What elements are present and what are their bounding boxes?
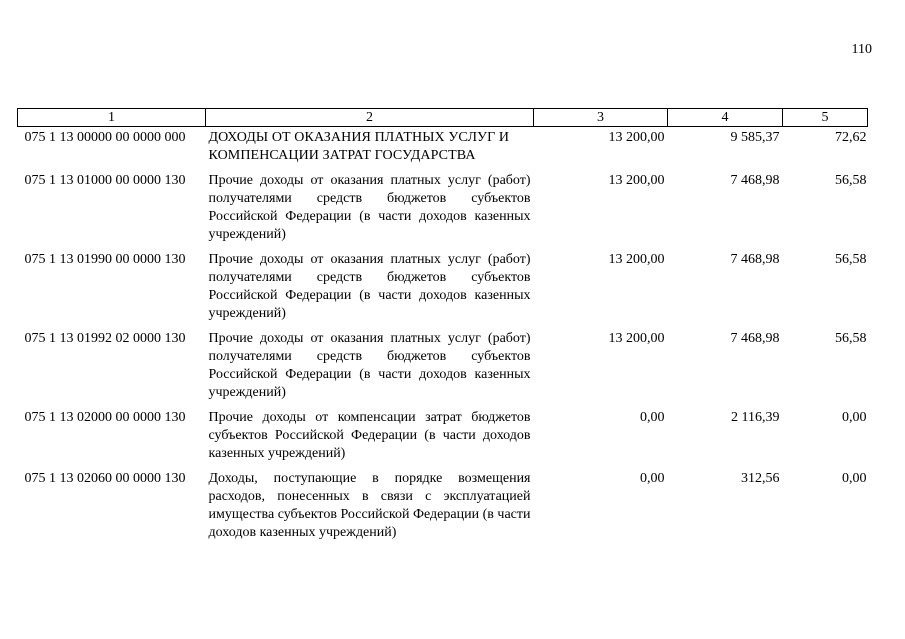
revenue-name: Прочие доходы от компенсации затрат бюджетов субъектов Российской Федерации (в части доходов казенных учреждений) <box>208 410 531 461</box>
value-col5: 0,00 <box>842 410 867 425</box>
value-col5: 72,62 <box>835 130 867 145</box>
column-header-3: 3 <box>534 109 668 127</box>
value-col5: 0,00 <box>842 471 867 486</box>
value-col3: 0,00 <box>640 471 665 486</box>
table-row <box>18 409 868 470</box>
value-col3: 13 200,00 <box>608 130 665 145</box>
page-number: 110 <box>851 42 872 57</box>
value-col4: 7 468,98 <box>730 331 780 346</box>
value-col4: 7 468,98 <box>730 173 780 188</box>
column-header-1: 1 <box>18 109 206 127</box>
value-col3: 13 200,00 <box>608 173 665 188</box>
value-col3: 13 200,00 <box>608 331 665 346</box>
column-header-5: 5 <box>783 109 868 127</box>
revenue-code: 075 1 13 01992 02 0000 130 <box>24 331 186 346</box>
table-row <box>18 127 868 173</box>
revenue-name: Прочие доходы от оказания платных услуг (работ) получателями средств бюджетов субъектов Российской Федерации (в части доходов казенных учреждений) <box>208 173 531 242</box>
table-row <box>18 330 868 409</box>
column-header-4: 4 <box>668 109 783 127</box>
column-header-2: 2 <box>206 109 534 127</box>
value-col3: 13 200,00 <box>608 252 665 267</box>
budget-revenue-table <box>17 108 868 549</box>
revenue-name: ДОХОДЫ ОТ ОКАЗАНИЯ ПЛАТНЫХ УСЛУГ И КОМПЕНСАЦИИ ЗАТРАТ ГОСУДАРСТВА <box>208 130 510 163</box>
value-col4: 2 116,39 <box>731 410 780 425</box>
value-col4: 7 468,98 <box>730 252 780 267</box>
value-col5: 56,58 <box>835 252 867 267</box>
revenue-code: 075 1 13 01000 00 0000 130 <box>24 173 186 188</box>
table-row <box>18 470 868 549</box>
table-row <box>18 172 868 251</box>
value-col4: 9 585,37 <box>730 130 780 145</box>
value-col3: 0,00 <box>640 410 665 425</box>
revenue-name: Прочие доходы от оказания платных услуг (работ) получателями средств бюджетов субъектов Российской Федерации (в части доходов казенных учреждений) <box>208 331 531 400</box>
table-header-row <box>18 109 868 127</box>
revenue-code: 075 1 13 00000 00 0000 000 <box>24 130 186 145</box>
revenue-code: 075 1 13 01990 00 0000 130 <box>24 252 186 267</box>
value-col5: 56,58 <box>835 173 867 188</box>
revenue-name: Доходы, поступающие в порядке возмещения расходов, понесенных в связи с эксплуатацией имущества субъектов Российской Федерации (в части доходов казенных учреждений) <box>208 471 531 540</box>
revenue-code: 075 1 13 02000 00 0000 130 <box>24 410 186 425</box>
revenue-name: Прочие доходы от оказания платных услуг (работ) получателями средств бюджетов субъектов Российской Федерации (в части доходов казенных учреждений) <box>208 252 531 321</box>
value-col5: 56,58 <box>835 331 867 346</box>
value-col4: 312,56 <box>741 471 780 486</box>
revenue-code: 075 1 13 02060 00 0000 130 <box>24 471 186 486</box>
table-row <box>18 251 868 330</box>
